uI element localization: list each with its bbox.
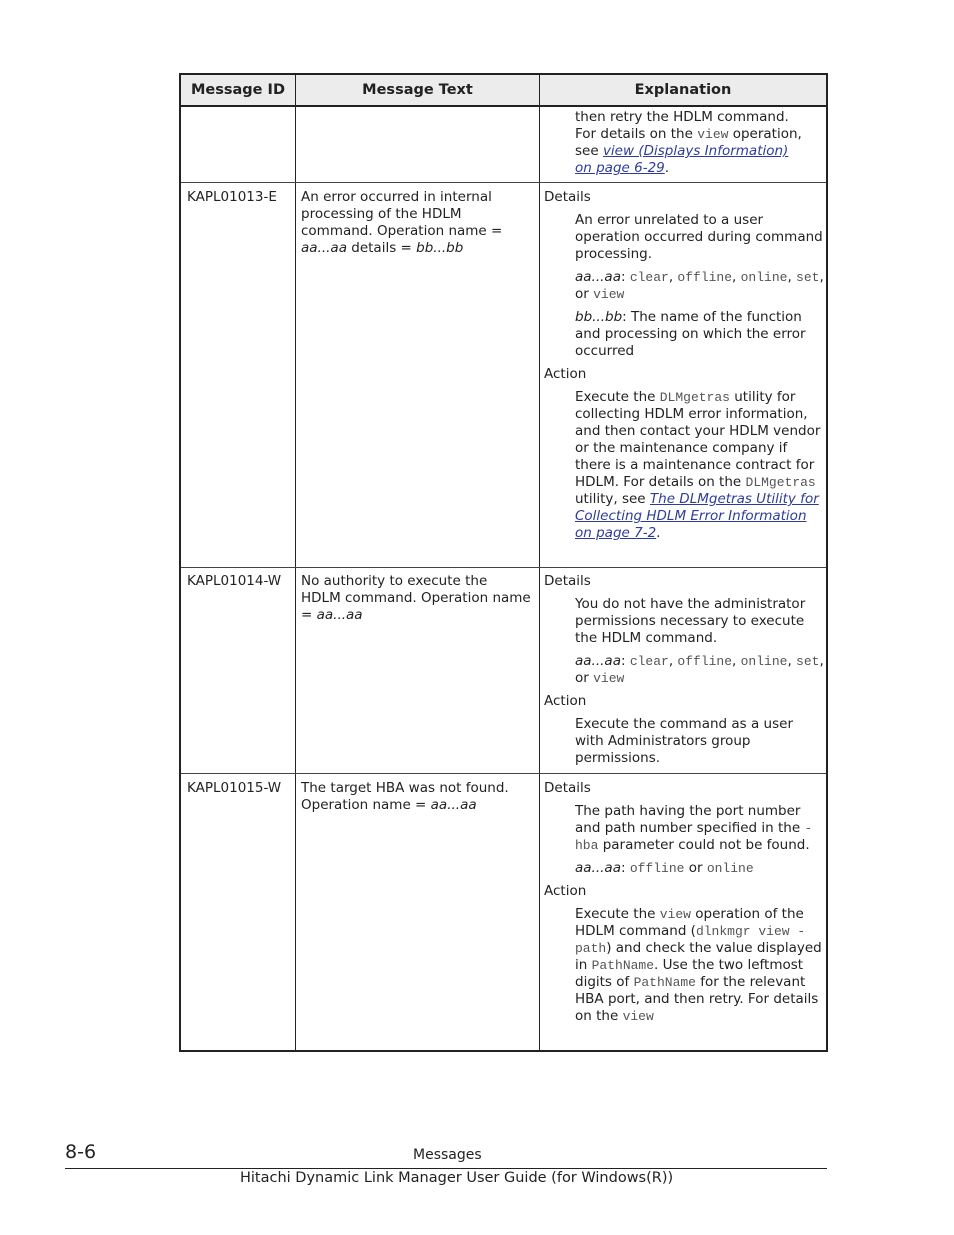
message-id: KAPL01014-W: [187, 573, 282, 589]
param-values: [575, 269, 824, 303]
column-divider: [539, 75, 540, 1050]
message-text-body: No authority to execute the HDLM command. Operation name =: [301, 573, 531, 623]
code-view: view: [659, 907, 691, 922]
view-operation-page-link[interactable]: on page 6-29: [575, 160, 665, 176]
details-text: You do not have the administrator permissions necessary to execute the HDLM command.: [575, 596, 806, 646]
sep: :: [620, 269, 630, 285]
message-text-body: The target HBA was not found. Operation name =: [301, 780, 509, 813]
row-divider: [181, 182, 826, 183]
details-text: An error unrelated to a user operation occurred during command processing.: [575, 212, 823, 262]
sep: , or: [575, 653, 824, 686]
action-label: Action: [544, 366, 587, 382]
code-hba: -hba: [575, 821, 813, 853]
code-online: online: [740, 654, 788, 669]
explanation: [544, 189, 824, 548]
message-id: KAPL01015-W: [187, 780, 282, 796]
details-label: Details: [544, 780, 591, 796]
param-bb: bb...bb: [575, 309, 623, 325]
page-number: 8-6: [65, 1141, 97, 1163]
sep: ,: [787, 653, 797, 669]
action-text-part: utility, see: [575, 491, 650, 507]
message-text-body: details =: [346, 240, 417, 256]
param-aa: aa...aa: [575, 269, 621, 285]
details-label: Details: [544, 189, 591, 205]
explanation: [544, 573, 824, 773]
cont-code: view: [697, 127, 729, 142]
sep: or: [684, 860, 707, 876]
message-text: [301, 573, 531, 624]
action-label: Action: [544, 693, 587, 709]
details-text: [575, 803, 824, 854]
code-view: view: [622, 1009, 654, 1024]
sep: :: [620, 653, 630, 669]
param-aa: aa...aa: [575, 653, 621, 669]
continuation-explanation: [544, 109, 824, 177]
action-label: Action: [544, 883, 587, 899]
param-bb-text: : The name of the function and processing on which the error occurred: [575, 309, 806, 359]
sep: ,: [668, 653, 678, 669]
action-text: [575, 906, 824, 1025]
action-text: Execute the command as a user with Administrators group permissions.: [575, 716, 794, 766]
footer-divider: [65, 1168, 827, 1169]
message-id: KAPL01013-E: [187, 189, 277, 205]
code-view: view: [593, 671, 625, 686]
table-header: [181, 75, 826, 107]
code-online: online: [706, 861, 754, 876]
code-offline: offline: [629, 861, 685, 876]
action-text-part: . Use the two leftmost digits of: [575, 957, 804, 990]
header-explanation: Explanation: [634, 82, 732, 98]
sep: ,: [668, 269, 678, 285]
sep: ,: [732, 269, 741, 285]
param-aa: aa...aa: [430, 797, 477, 813]
action-text-part: utility for collecting HDLM error information, and then contact your HDLM vendor or the maintenance company if there is a maintenance contract for HDLM. For details on the: [575, 389, 821, 490]
code-dlmgetras: DLMgetras: [745, 475, 816, 490]
action-text-part: Execute the: [575, 906, 660, 922]
code-clear: clear: [629, 270, 669, 285]
code-pathname: PathName: [633, 975, 696, 990]
sep: , or: [575, 269, 824, 302]
footer-section: Messages: [413, 1147, 482, 1163]
sep: ,: [787, 269, 797, 285]
code-online: online: [740, 270, 788, 285]
code-dlmgetras: DLMgetras: [659, 390, 730, 405]
param-bb: bb...bb: [416, 240, 464, 256]
code-dlnkmgr: dlnkmgr view -path: [575, 924, 806, 956]
param-description: [575, 309, 824, 360]
code-offline: offline: [677, 270, 733, 285]
param-aa: aa...aa: [575, 860, 621, 876]
explanation: [544, 780, 824, 1031]
code-offline: offline: [677, 654, 733, 669]
param-aa: aa...aa: [316, 607, 363, 623]
cont-text: .: [664, 160, 670, 176]
action-text-part: operation of the HDLM command (: [575, 906, 804, 939]
cont-text: operation,: [728, 126, 802, 142]
message-text-body: An error occurred in internal processing of the HDLM command. Operation name =: [301, 189, 503, 239]
action-text-part: for the relevant HBA port, and then retry. For details on the: [575, 974, 819, 1024]
action-text-part: ) and check the value displayed in: [575, 940, 822, 973]
message-text: [301, 189, 531, 257]
action-text-part: Execute the: [575, 389, 660, 405]
details-label: Details: [544, 573, 591, 589]
header-message-text: Message Text: [362, 82, 473, 98]
row-divider: [181, 567, 826, 568]
param-aa: aa...aa: [301, 240, 347, 256]
dlmgetras-utility-link[interactable]: The DLMgetras Utility for Collecting HDLM Error Information on page 7-2: [575, 491, 819, 541]
details-text-part: The path having the port number and path number specified in the: [575, 803, 805, 836]
column-divider: [295, 75, 296, 1050]
param-values: [575, 653, 824, 687]
param-values: [575, 860, 824, 877]
code-set: set: [796, 270, 820, 285]
details-text-part: parameter could not be found.: [598, 837, 810, 853]
sep: ,: [732, 653, 741, 669]
code-clear: clear: [629, 654, 669, 669]
code-pathname: PathName: [591, 958, 655, 973]
message-text: [301, 780, 531, 814]
cont-line: then retry the HDLM command.: [575, 109, 789, 125]
row-divider: [181, 773, 826, 774]
footer-title: Hitachi Dynamic Link Manager User Guide (for Windows(R)): [240, 1170, 674, 1186]
view-operation-link[interactable]: view (Displays Information): [602, 143, 789, 159]
header-message-id: Message ID: [190, 82, 285, 98]
action-text-part: .: [656, 525, 661, 541]
messages-table: [179, 73, 828, 1052]
sep: :: [620, 860, 630, 876]
cont-text: see: [575, 143, 603, 159]
code-view: view: [593, 287, 625, 302]
code-set: set: [796, 654, 820, 669]
cont-text: For details on the: [575, 126, 698, 142]
action-text: [575, 389, 824, 542]
